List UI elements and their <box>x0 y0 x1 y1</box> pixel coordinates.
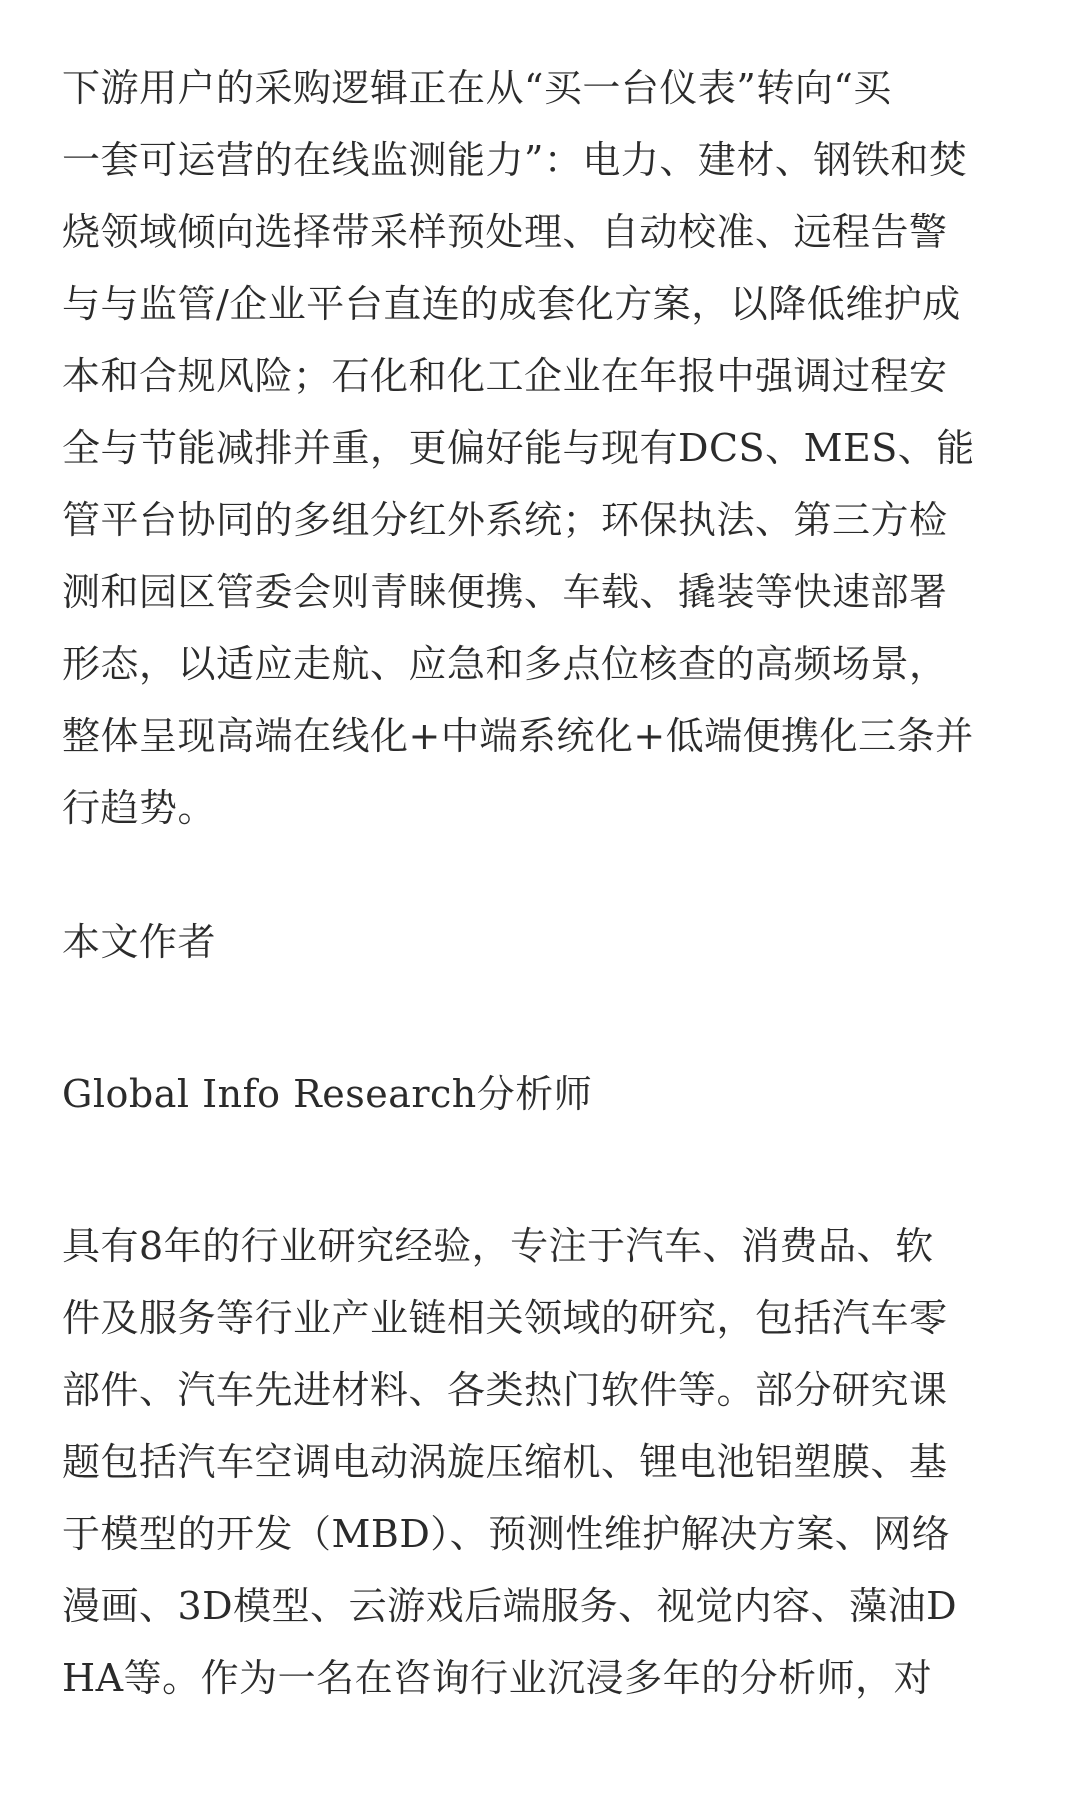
author-title: Global Info Research分析师 <box>62 1072 593 1116</box>
author-heading: 本文作者 <box>62 920 217 964</box>
author-bio-paragraph: 具有8年的行业研究经验，专注于汽车、消费品、软 件及服务等行业产业链相关领域的研究，包括汽车零 部件、汽车先进材料、各类热门软件等。部分研究课 题包括汽车空调电动涡旋压缩机、锂电池铝塑膜、基 于模型的开发（MBD）、预测性维护解决方案、网络 漫画、3D模型、云游戏后端服务、视觉内容、藻油D HA等。作为一名在咨询行业沉浸多年的分析师，对 <box>62 1224 958 1700</box>
article-body <box>62 52 1042 1714</box>
paragraph-procurement-trends: 下游用户的采购逻辑正在从“买一台仪表”转向“买 一套可运营的在线监测能力”：电力、建材、钢铁和焚 烧领域倾向选择带采样预处理、自动校准、远程告警 与与监管/企业平台直连的成套化方案，以降低维护成 本和合规风险；石化和化工企业在年报中强调过程安 全与节能减排并重，更偏好能与现有DCS、MES、能 管平台协同的多组分红外系统；环保执法、第三方检 测和园区管委会则青睐便携、车载、撬装等快速部署 形态，以适应走航、应急和多点位核查的高频场景， 整体呈现高端在线化+中端系统化+低端便携化三条并 行趋势。 <box>62 66 975 830</box>
paragraph-spacer <box>62 978 1042 1058</box>
paragraph-spacer <box>62 844 1042 906</box>
paragraph-spacer <box>62 1130 1042 1210</box>
